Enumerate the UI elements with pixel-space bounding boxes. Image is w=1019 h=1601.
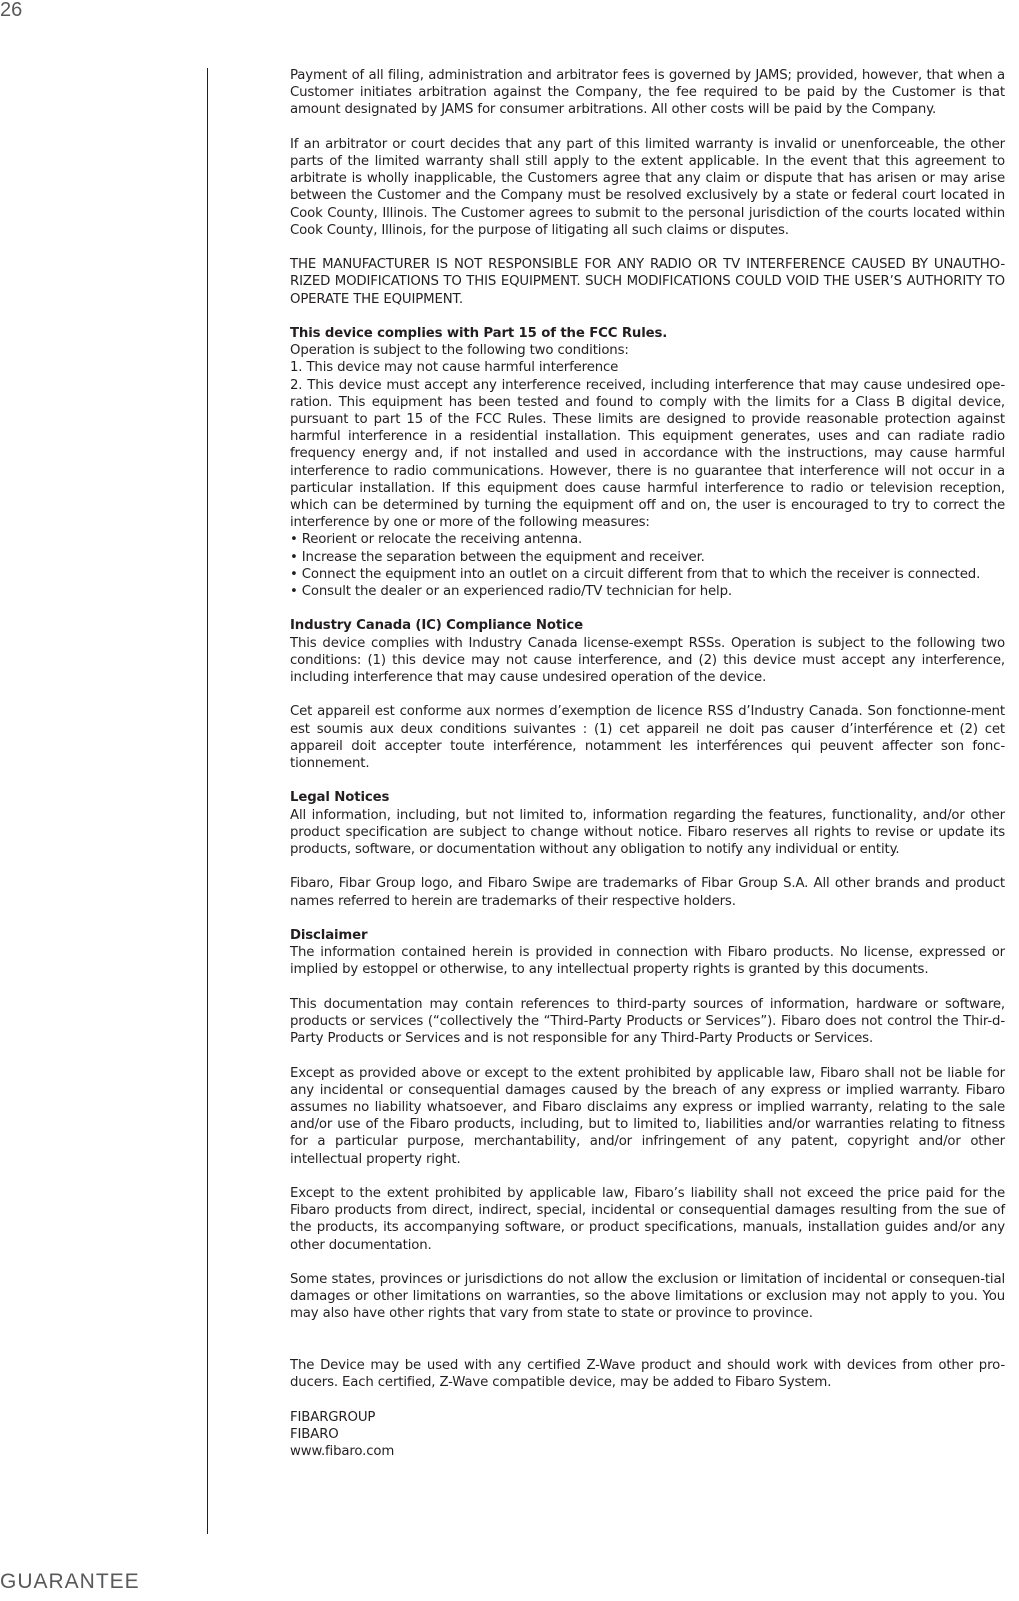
- disclaimer-paragraph: Some states, provinces or jurisdictions do not allow the exclusion or limitation of incidental or consequen-tial damages or other limitations on warranties, so the above limitations or exclusion may not apply to you. You may also have other rights that vary from state to state or province to province.: [290, 1272, 1005, 1322]
- fcc-measure: • Consult the dealer or an experienced radio/TV technician for help.: [290, 584, 732, 600]
- fcc-heading: This device complies with Part 15 of the FCC Rules.: [290, 326, 668, 341]
- fcc-measure: • Reorient or relocate the receiving antenna.: [290, 532, 583, 548]
- disclaimer-paragraph: Except as provided above or except to the extent prohibited by applicable law, Fibaro shall not be liable for any incidental or consequential damages caused by the breach of any express or implied warranty. Fibaro assumes no liability whatsoever, and Fibaro disclaims any express or implied warranty, relating to the sale and/or use of the Fibaro products, including, but to limited to, liabilities and/or warranties relating to fitness for a particular purpose, merchantability, and/or infringement of any patent, copyright and/or other intellectual property right.: [290, 1065, 1005, 1167]
- section-label: GUARANTEE: [0, 1570, 140, 1593]
- invalid-clause-paragraph: If an arbitrator or court decides that any part of this limited warranty is invalid or unenforceable, the other parts of the limited warranty shall still apply to the extent applicable. In the event that this agreement to arbitrate is wholly inapplicable, the Customers agree that any claim or dispute that has arisen or may arise between the Customer and the Company must be resolved exclusively by a state or federal court located in Cook County, Illinois. The Customer agrees to submit to the personal jurisdiction of the courts located within Cook County, Illinois, for the purpose of litigating all such claims or disputes.: [290, 136, 1005, 238]
- fcc-condition-2: 2. This device must accept any interference received, including interference that may cause undesired ope-ration. This equipment has been tested and found to comply with the limits for a Class B digital device, pursuant to part 15 of the FCC Rules. These limits are designed to provide reasonable protection against harmful interference in a residential installation. This equipment generates, uses and can radiate radio frequency energy and, if not installed and used in accordance with the instructions, may cause harmful interference to radio communications. However, there is no guarantee that interference will not occur in a particular installation. If this equipment does cause harmful interference to radio or television reception, which can be determined by turning the equipment off and on, the user is encouraged to try to correct the interference by one or more of the following measures:: [290, 377, 1005, 531]
- fees-paragraph: Payment of all filing, administration and arbitrator fees is governed by JAMS; provided, however, that when a Customer initiates arbitration against the Company, the fee required to be paid by the Customer is that amount designated by JAMS for consumer arbitrations. All other costs will be paid by the Company.: [290, 68, 1005, 118]
- fcc-measure: • Connect the equipment into an outlet on a circuit different from that to which the receiver is connected.: [290, 566, 981, 582]
- disclaimer-heading: Disclaimer: [290, 928, 368, 944]
- footer-brand: FIBARO: [290, 1426, 339, 1442]
- legal-heading: Legal Notices: [290, 790, 390, 806]
- footer-website: www.fibaro.com: [290, 1444, 395, 1460]
- trademark-paragraph: Fibaro, Fibar Group logo, and Fibaro Swipe are trademarks of Fibar Group S.A. All other brands and product names referred to herein are trademarks of their respective holders.: [290, 876, 1005, 909]
- disclaimer-paragraph: Except to the extent prohibited by applicable law, Fibaro’s liability shall not exceed the price paid for the Fibaro products from direct, indirect, special, incidental or consequential damages resulting from the sue of the products, its accompanying software, or product specifications, manuals, installation guides and/or any other documentation.: [290, 1186, 1005, 1253]
- disclaimer-paragraph: The information contained herein is provided in connection with Fibaro products. No license, expressed or implied by estoppel or otherwise, to any intellectual property rights is granted by this documents.: [290, 945, 1005, 978]
- ic-french-paragraph: Cet appareil est conforme aux normes d’exemption de licence RSS d’Industry Canada. Son fonctionne-ment est soumis aux deux conditions suivantes : (1) cet appareil ne doit pas causer d’interférence et (2) cet appareil doit accepter toute interférence, notamment les interférences qui peuvent affecter son fonc-tionnement.: [290, 704, 1005, 772]
- fcc-measure: • Increase the separation between the equipment and receiver.: [290, 549, 705, 565]
- document-body: [290, 67, 1005, 1460]
- ic-english-paragraph: This device complies with Industry Canada license-exempt RSSs. Operation is subject to the following two conditions: (1) this device may not cause interference, and (2) this device must accept any interference, including interference that may cause undesired operation of the device.: [290, 635, 1005, 686]
- margin-rule: [207, 68, 208, 1534]
- legal-paragraph: All information, including, but not limited to, information regarding the features, functionality, and/or other product specification are subject to change without notice. Fibaro reserves all rights to revise or update its products, software, or documentation without any obligation to notify any individual or entity.: [290, 807, 1005, 858]
- zwave-paragraph: The Device may be used with any certified Z-Wave product and should work with devices from other pro-ducers. Each certified, Z-Wave compatible device, may be added to Fibaro System.: [290, 1358, 1005, 1391]
- fcc-intro: Operation is subject to the following two conditions:: [290, 343, 629, 359]
- manufacturer-notice: THE MANUFACTURER IS NOT RESPONSIBLE FOR ANY RADIO OR TV INTERFERENCE CAUSED BY UNAUTHO-RIZED MODIFICATIONS TO THIS EQUIPMENT. SUCH MODIFICATIONS COULD VOID THE USER’S AUTHORITY TO OPERATE THE EQUIPMENT.: [290, 257, 1005, 307]
- footer-company: FIBARGROUP: [290, 1409, 376, 1425]
- ic-heading: Industry Canada (IC) Compliance Notice: [290, 618, 584, 634]
- page-number: 26: [0, 0, 23, 21]
- fcc-condition-1: 1. This device may not cause harmful interference: [290, 360, 619, 376]
- disclaimer-paragraph: This documentation may contain references to third-party sources of information, hardware or software, products or services (“collectively the “Third-Party Products or Services”). Fibaro does not control the Thir-d-Party Products or Services and is not responsible for any Third-Party Products or Services.: [290, 996, 1005, 1047]
